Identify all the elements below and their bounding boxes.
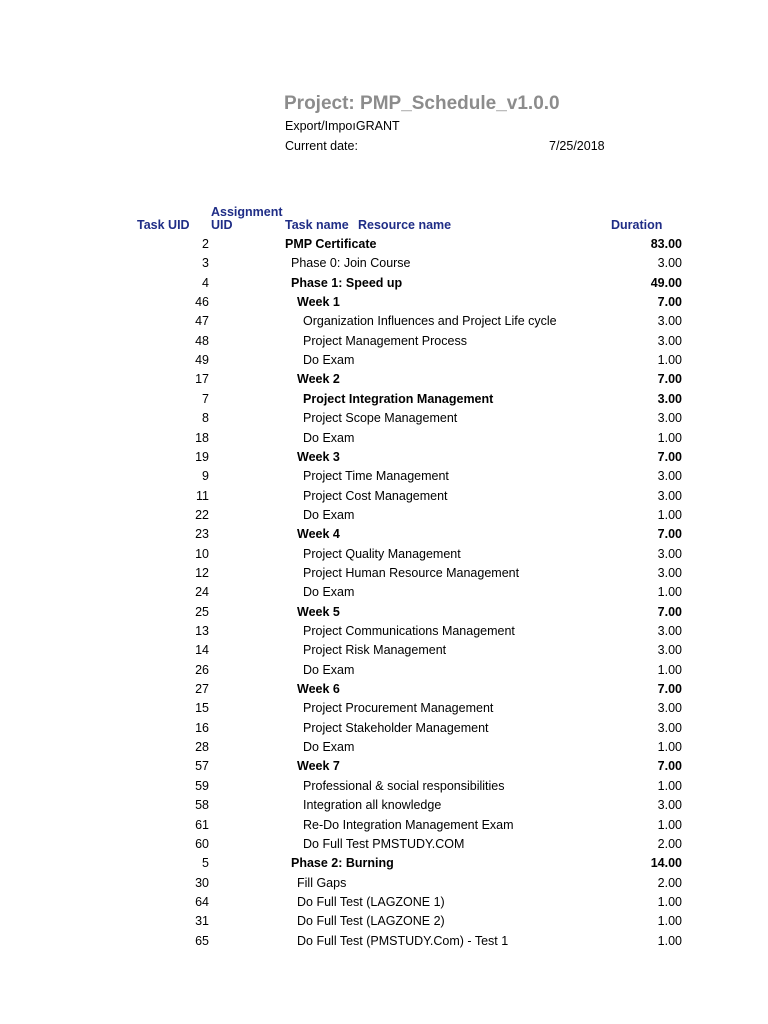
duration-cell: 1.00	[657, 817, 682, 832]
duration-cell: 1.00	[657, 914, 682, 929]
task-name-cell: Do Exam	[303, 585, 355, 600]
table-row	[0, 641, 768, 660]
task-name-cell: Do Full Test (PMSTUDY.Com) - Test 1	[297, 933, 509, 948]
task-uid-cell: 11	[196, 488, 209, 503]
table-row	[0, 332, 768, 351]
table-row	[0, 583, 768, 602]
task-uid-cell: 16	[195, 720, 209, 735]
task-uid-cell: 5	[202, 856, 209, 871]
task-name-cell: Project Time Management	[303, 469, 449, 484]
table-row	[0, 796, 768, 815]
duration-cell: 83.00	[650, 237, 682, 251]
task-name-cell: Do Exam	[303, 353, 355, 368]
duration-cell: 1.00	[657, 933, 682, 948]
table-row	[0, 351, 768, 370]
task-uid-cell: 18	[195, 430, 209, 445]
task-uid-cell: 46	[195, 295, 209, 310]
duration-cell: 7.00	[657, 759, 682, 774]
duration-cell: 14.00	[650, 856, 682, 871]
duration-cell: 7.00	[657, 604, 682, 619]
current-date-label: Current date:	[285, 139, 358, 153]
task-name-cell: Do Exam	[303, 740, 355, 755]
task-name-cell: Phase 1: Speed up	[291, 275, 403, 290]
duration-cell: 2.00	[657, 836, 682, 851]
duration-cell: 7.00	[657, 295, 682, 310]
task-uid-cell: 2	[202, 237, 209, 251]
task-name-cell: Re-Do Integration Management Exam	[303, 817, 514, 832]
table-row	[0, 757, 768, 776]
duration-cell: 7.00	[657, 449, 682, 464]
task-name-cell: Week 6	[297, 682, 340, 697]
table-row	[0, 545, 768, 564]
header-duration: Duration	[611, 218, 663, 232]
task-uid-cell: 57	[195, 759, 209, 774]
task-uid-cell: 31	[195, 914, 209, 929]
table-row	[0, 390, 768, 409]
table-row	[0, 409, 768, 428]
header-task-uid: Task UID	[137, 218, 190, 232]
duration-cell: 3.00	[657, 411, 682, 426]
task-uid-cell: 8	[202, 411, 209, 426]
duration-cell: 3.00	[657, 701, 682, 716]
duration-cell: 3.00	[657, 391, 682, 406]
duration-cell: 7.00	[657, 527, 682, 542]
task-uid-cell: 3	[202, 256, 209, 271]
task-name-cell: Do Full Test PMSTUDY.COM	[303, 836, 465, 851]
task-uid-cell: 17	[195, 372, 209, 387]
duration-cell: 1.00	[657, 430, 682, 445]
task-uid-cell: 64	[195, 894, 209, 909]
duration-cell: 1.00	[657, 585, 682, 600]
project-title: Project: PMP_Schedule_v1.0.0	[284, 93, 560, 114]
task-name-cell: Project Procurement Management	[303, 701, 494, 716]
table-row	[0, 274, 768, 293]
task-uid-cell: 9	[202, 469, 209, 484]
duration-cell: 1.00	[657, 740, 682, 755]
task-uid-cell: 13	[195, 624, 209, 638]
task-uid-cell: 25	[195, 604, 209, 619]
task-name-cell: Do Exam	[303, 507, 355, 522]
task-uid-cell: 15	[195, 701, 209, 716]
duration-cell: 3.00	[657, 488, 682, 503]
table-row	[0, 603, 768, 622]
table-row	[0, 235, 768, 254]
table-row	[0, 816, 768, 835]
duration-cell: 3.00	[657, 643, 682, 658]
table-row	[0, 835, 768, 854]
task-uid-cell: 48	[195, 333, 209, 348]
duration-cell: 3.00	[657, 565, 682, 580]
table-row	[0, 893, 768, 912]
duration-cell: 3.00	[657, 546, 682, 561]
task-uid-cell: 12	[195, 565, 209, 580]
task-name-cell: Project Cost Management	[303, 488, 448, 503]
task-name-cell: Week 2	[297, 372, 340, 387]
duration-cell: 3.00	[657, 624, 682, 638]
duration-cell: 3.00	[657, 333, 682, 348]
task-name-cell: Project Human Resource Management	[303, 565, 520, 580]
duration-cell: 2.00	[657, 875, 682, 890]
task-name-cell: Project Stakeholder Management	[303, 720, 489, 735]
table-row	[0, 719, 768, 738]
table-row	[0, 564, 768, 583]
duration-cell: 49.00	[650, 275, 682, 290]
table-row	[0, 254, 768, 273]
task-uid-cell: 49	[195, 353, 209, 368]
task-name-cell: PMP Certificate	[285, 237, 377, 251]
table-row	[0, 448, 768, 467]
header-resource-name: Resource name	[358, 218, 452, 232]
table-row	[0, 370, 768, 389]
task-uid-cell: 14	[195, 643, 209, 658]
task-uid-cell: 61	[195, 817, 209, 832]
table-row	[0, 506, 768, 525]
task-name-cell: Project Integration Management	[303, 391, 494, 406]
duration-cell: 3.00	[657, 720, 682, 735]
header-assignment-uid-line2: UID	[211, 218, 233, 232]
task-uid-cell: 22	[195, 507, 209, 522]
header-assignment-uid-line1: Assignment	[211, 205, 283, 219]
table-row	[0, 932, 768, 951]
task-uid-cell: 7	[202, 391, 209, 406]
task-name-cell: Phase 2: Burning	[291, 856, 394, 871]
task-name-cell: Project Risk Management	[303, 643, 447, 658]
table-row	[0, 738, 768, 757]
duration-cell: 1.00	[657, 778, 682, 793]
duration-cell: 3.00	[657, 469, 682, 484]
task-uid-cell: 26	[195, 662, 209, 677]
table-row	[0, 525, 768, 544]
duration-cell: 7.00	[657, 682, 682, 697]
duration-cell: 7.00	[657, 372, 682, 387]
table-row	[0, 874, 768, 893]
task-name-cell: Fill Gaps	[297, 875, 347, 890]
task-uid-cell: 58	[195, 798, 209, 813]
task-name-cell: Week 1	[297, 295, 340, 310]
task-name-cell: Do Exam	[303, 430, 355, 445]
task-name-cell: Do Exam	[303, 662, 355, 677]
duration-cell: 3.00	[657, 256, 682, 271]
duration-cell: 1.00	[657, 507, 682, 522]
task-uid-cell: 10	[195, 546, 209, 561]
task-uid-cell: 23	[195, 527, 209, 542]
task-name-cell: Project Quality Management	[303, 546, 461, 561]
task-name-cell: Project Communications Management	[303, 624, 515, 638]
task-uid-cell: 27	[195, 682, 209, 697]
table-row	[0, 487, 768, 506]
task-uid-cell: 60	[195, 836, 209, 851]
duration-cell: 1.00	[657, 662, 682, 677]
task-uid-cell: 30	[195, 875, 209, 890]
table-row	[0, 854, 768, 873]
task-uid-cell: 24	[195, 585, 209, 600]
task-uid-cell: 47	[195, 314, 209, 329]
table-row	[0, 312, 768, 331]
task-name-cell: Phase 0: Join Course	[291, 256, 411, 271]
table-row	[0, 699, 768, 718]
export-line: Export/ImpoıGRANT	[285, 119, 400, 133]
duration-cell: 3.00	[657, 798, 682, 813]
task-name-cell: Organization Influences and Project Life cycle	[303, 314, 557, 329]
task-uid-cell: 4	[202, 275, 209, 290]
table-row	[0, 912, 768, 931]
table-row	[0, 777, 768, 796]
task-uid-cell: 59	[195, 778, 209, 793]
task-uid-cell: 28	[195, 740, 209, 755]
task-name-cell: Project Management Process	[303, 333, 467, 348]
task-name-cell: Week 3	[297, 449, 340, 464]
task-name-cell: Integration all knowledge	[303, 798, 442, 813]
duration-cell: 1.00	[657, 894, 682, 909]
task-name-cell: Week 5	[297, 604, 340, 619]
table-row	[0, 661, 768, 680]
task-uid-cell: 19	[195, 449, 209, 464]
task-name-cell: Do Full Test (LAGZONE 2)	[297, 914, 445, 929]
table-row	[0, 467, 768, 486]
task-name-cell: Project Scope Management	[303, 411, 458, 426]
task-name-cell: Do Full Test (LAGZONE 1)	[297, 894, 445, 909]
task-name-cell: Week 4	[297, 527, 340, 542]
duration-cell: 1.00	[657, 353, 682, 368]
task-uid-cell: 65	[195, 933, 209, 948]
task-name-cell: Professional & social responsibilities	[303, 778, 505, 793]
table-row	[0, 293, 768, 312]
table-row	[0, 429, 768, 448]
table-row	[0, 622, 768, 641]
duration-cell: 3.00	[657, 314, 682, 329]
header-task-name: Task name	[285, 218, 349, 232]
current-date-value: 7/25/2018	[549, 139, 605, 153]
table-row	[0, 680, 768, 699]
task-name-cell: Week 7	[297, 759, 340, 774]
